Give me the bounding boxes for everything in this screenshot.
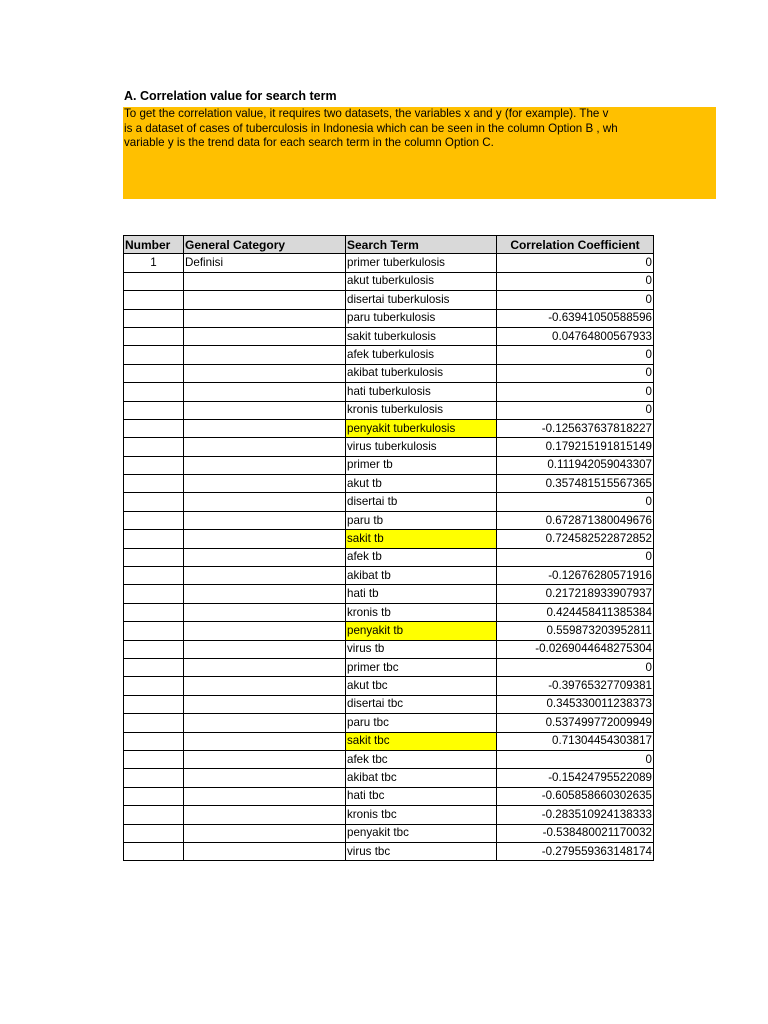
table-row [124, 383, 654, 401]
table-row [124, 401, 654, 419]
category-cell[interactable] [184, 291, 346, 309]
category-cell[interactable] [184, 824, 346, 842]
category-cell[interactable] [184, 272, 346, 290]
coefficient-cell[interactable]: 0 [497, 750, 654, 768]
number-cell[interactable] [124, 401, 184, 419]
number-cell[interactable] [124, 567, 184, 585]
search-term-cell[interactable]: hati tuberkulosis [346, 383, 497, 401]
category-cell[interactable] [184, 787, 346, 805]
number-cell[interactable] [124, 291, 184, 309]
number-cell[interactable] [124, 475, 184, 493]
number-cell[interactable] [124, 787, 184, 805]
search-term-cell[interactable]: akibat tbc [346, 769, 497, 787]
table-row [124, 806, 654, 824]
table-row [124, 456, 654, 474]
category-cell[interactable] [184, 658, 346, 676]
search-term-cell[interactable]: afek tbc [346, 750, 497, 768]
coefficient-cell[interactable]: -0.125637637818227 [497, 419, 654, 437]
search-term-cell[interactable]: kronis tuberkulosis [346, 401, 497, 419]
number-cell[interactable] [124, 714, 184, 732]
table-row [124, 769, 654, 787]
search-term-cell[interactable]: primer tuberkulosis [346, 254, 497, 272]
number-cell[interactable] [124, 511, 184, 529]
note-box [123, 107, 716, 199]
coefficient-cell[interactable]: 0 [497, 383, 654, 401]
search-term-cell[interactable]: akut tb [346, 475, 497, 493]
number-cell[interactable] [124, 419, 184, 437]
coefficient-cell[interactable]: -0.12676280571916 [497, 567, 654, 585]
number-cell[interactable] [124, 548, 184, 566]
category-cell[interactable] [184, 511, 346, 529]
table-row [124, 603, 654, 621]
coefficient-cell[interactable]: 0.345330011238373 [497, 695, 654, 713]
header-search-term: Search Term [346, 236, 497, 254]
number-cell[interactable] [124, 438, 184, 456]
search-term-cell[interactable]: akut tbc [346, 677, 497, 695]
number-cell[interactable] [124, 732, 184, 750]
search-term-cell[interactable]: akut tuberkulosis [346, 272, 497, 290]
table-row [124, 493, 654, 511]
search-term-cell[interactable]: sakit tuberkulosis [346, 327, 497, 345]
number-cell[interactable] [124, 383, 184, 401]
category-cell[interactable] [184, 548, 346, 566]
search-term-cell[interactable]: disertai tbc [346, 695, 497, 713]
table-row [124, 327, 654, 345]
coefficient-cell[interactable]: 0 [497, 346, 654, 364]
search-term-cell[interactable]: penyakit tuberkulosis [346, 419, 497, 437]
table-row [124, 530, 654, 548]
coefficient-cell[interactable]: -0.15424795522089 [497, 769, 654, 787]
category-cell[interactable] [184, 585, 346, 603]
number-cell[interactable] [124, 456, 184, 474]
note-line: To get the correlation value, it requires two datasets, the variables x and y (for example). The v [124, 107, 609, 120]
category-cell[interactable] [184, 475, 346, 493]
category-cell[interactable] [184, 419, 346, 437]
search-term-cell[interactable]: afek tuberkulosis [346, 346, 497, 364]
table-row [124, 346, 654, 364]
table-header-row [124, 236, 654, 254]
number-cell[interactable] [124, 493, 184, 511]
table-row [124, 364, 654, 382]
number-cell[interactable] [124, 640, 184, 658]
coefficient-cell[interactable]: 0 [497, 254, 654, 272]
category-cell[interactable] [184, 732, 346, 750]
number-cell[interactable] [124, 658, 184, 676]
table-row [124, 567, 654, 585]
number-cell[interactable] [124, 346, 184, 364]
note-line: variable y is the trend data for each search term in the column Option C. [124, 136, 494, 149]
coefficient-cell[interactable]: 0.04764800567933 [497, 327, 654, 345]
coefficient-cell[interactable]: 0 [497, 401, 654, 419]
table-row [124, 419, 654, 437]
coefficient-cell[interactable]: 0 [497, 658, 654, 676]
search-term-cell[interactable]: sakit tbc [346, 732, 497, 750]
category-cell[interactable] [184, 567, 346, 585]
number-cell[interactable] [124, 769, 184, 787]
category-cell[interactable] [184, 603, 346, 621]
number-cell[interactable] [124, 842, 184, 860]
category-cell[interactable] [184, 622, 346, 640]
search-term-cell[interactable]: paru tuberkulosis [346, 309, 497, 327]
search-term-cell[interactable]: sakit tb [346, 530, 497, 548]
table-row [124, 291, 654, 309]
category-cell[interactable] [184, 640, 346, 658]
header-number: Number [124, 236, 184, 254]
number-cell[interactable] [124, 272, 184, 290]
category-cell[interactable] [184, 677, 346, 695]
category-cell[interactable] [184, 530, 346, 548]
coefficient-cell[interactable]: 0.111942059043307 [497, 456, 654, 474]
search-term-cell[interactable]: paru tb [346, 511, 497, 529]
category-cell[interactable] [184, 714, 346, 732]
coefficient-cell[interactable]: -0.0269044648275304 [497, 640, 654, 658]
number-cell[interactable] [124, 603, 184, 621]
number-cell[interactable] [124, 750, 184, 768]
number-cell[interactable] [124, 622, 184, 640]
category-cell[interactable] [184, 806, 346, 824]
coefficient-cell[interactable]: 0.71304454303817 [497, 732, 654, 750]
table-row [124, 842, 654, 860]
table-row [124, 750, 654, 768]
search-term-cell[interactable]: akibat tuberkulosis [346, 364, 497, 382]
table-body [124, 254, 654, 861]
table-row [124, 824, 654, 842]
coefficient-cell[interactable]: 0.217218933907937 [497, 585, 654, 603]
table-row [124, 640, 654, 658]
category-cell[interactable] [184, 695, 346, 713]
number-cell[interactable] [124, 327, 184, 345]
search-term-cell[interactable]: kronis tbc [346, 806, 497, 824]
category-cell[interactable] [184, 842, 346, 860]
table-row [124, 475, 654, 493]
coefficient-cell[interactable]: 0.559873203952811 [497, 622, 654, 640]
correlation-table [123, 235, 654, 861]
coefficient-cell[interactable]: 0.724582522872852 [497, 530, 654, 548]
coefficient-cell[interactable]: 0 [497, 493, 654, 511]
category-cell[interactable] [184, 750, 346, 768]
search-term-cell[interactable]: kronis tb [346, 603, 497, 621]
search-term-cell[interactable]: virus tb [346, 640, 497, 658]
search-term-cell[interactable]: virus tuberkulosis [346, 438, 497, 456]
coefficient-cell[interactable]: 0.424458411385384 [497, 603, 654, 621]
coefficient-cell[interactable]: 0 [497, 272, 654, 290]
header-correlation-coefficient: Correlation Coefficient [497, 236, 654, 254]
coefficient-cell[interactable]: -0.63941050588596 [497, 309, 654, 327]
table-row [124, 658, 654, 676]
category-cell[interactable] [184, 456, 346, 474]
search-term-cell[interactable]: disertai tb [346, 493, 497, 511]
category-cell[interactable] [184, 327, 346, 345]
coefficient-cell[interactable]: 0.537499772009949 [497, 714, 654, 732]
table-row [124, 438, 654, 456]
number-cell[interactable] [124, 309, 184, 327]
number-cell[interactable] [124, 585, 184, 603]
coefficient-cell[interactable]: -0.279559363148174 [497, 842, 654, 860]
number-cell[interactable]: 1 [124, 254, 184, 272]
table-row [124, 787, 654, 805]
search-term-cell[interactable]: hati tbc [346, 787, 497, 805]
number-cell[interactable] [124, 824, 184, 842]
coefficient-cell[interactable]: 0 [497, 548, 654, 566]
category-cell[interactable] [184, 309, 346, 327]
number-cell[interactable] [124, 364, 184, 382]
table-row [124, 548, 654, 566]
table-row [124, 695, 654, 713]
category-cell[interactable] [184, 401, 346, 419]
coefficient-cell[interactable]: 0.672871380049676 [497, 511, 654, 529]
search-term-cell[interactable]: paru tbc [346, 714, 497, 732]
table-row [124, 309, 654, 327]
coefficient-cell[interactable]: 0.357481515567365 [497, 475, 654, 493]
table-row [124, 585, 654, 603]
search-term-cell[interactable]: virus tbc [346, 842, 497, 860]
table-row [124, 272, 654, 290]
search-term-cell[interactable]: disertai tuberkulosis [346, 291, 497, 309]
header-general-category: General Category [184, 236, 346, 254]
search-term-cell[interactable]: penyakit tb [346, 622, 497, 640]
number-cell[interactable] [124, 806, 184, 824]
table-row [124, 511, 654, 529]
coefficient-cell[interactable]: 0.179215191815149 [497, 438, 654, 456]
category-cell[interactable] [184, 364, 346, 382]
category-cell[interactable]: Definisi [184, 254, 346, 272]
search-term-cell[interactable]: hati tb [346, 585, 497, 603]
coefficient-cell[interactable]: -0.39765327709381 [497, 677, 654, 695]
number-cell[interactable] [124, 677, 184, 695]
coefficient-cell[interactable]: -0.283510924138333 [497, 806, 654, 824]
table-row [124, 622, 654, 640]
section-title: A. Correlation value for search term [124, 89, 337, 103]
category-cell[interactable] [184, 438, 346, 456]
number-cell[interactable] [124, 695, 184, 713]
search-term-cell[interactable]: primer tbc [346, 658, 497, 676]
category-cell[interactable] [184, 493, 346, 511]
number-cell[interactable] [124, 530, 184, 548]
category-cell[interactable] [184, 383, 346, 401]
table-row [124, 677, 654, 695]
coefficient-cell[interactable]: -0.538480021170032 [497, 824, 654, 842]
coefficient-cell[interactable]: 0 [497, 364, 654, 382]
note-line: is a dataset of cases of tuberculosis in Indonesia which can be seen in the column Option B , wh [124, 121, 618, 135]
table-row [124, 732, 654, 750]
table-row [124, 254, 654, 272]
search-term-cell[interactable]: afek tb [346, 548, 497, 566]
search-term-cell[interactable]: penyakit tbc [346, 824, 497, 842]
category-cell[interactable] [184, 769, 346, 787]
category-cell[interactable] [184, 346, 346, 364]
coefficient-cell[interactable]: 0 [497, 291, 654, 309]
search-term-cell[interactable]: primer tb [346, 456, 497, 474]
coefficient-cell[interactable]: -0.605858660302635 [497, 787, 654, 805]
search-term-cell[interactable]: akibat tb [346, 567, 497, 585]
table-row [124, 714, 654, 732]
